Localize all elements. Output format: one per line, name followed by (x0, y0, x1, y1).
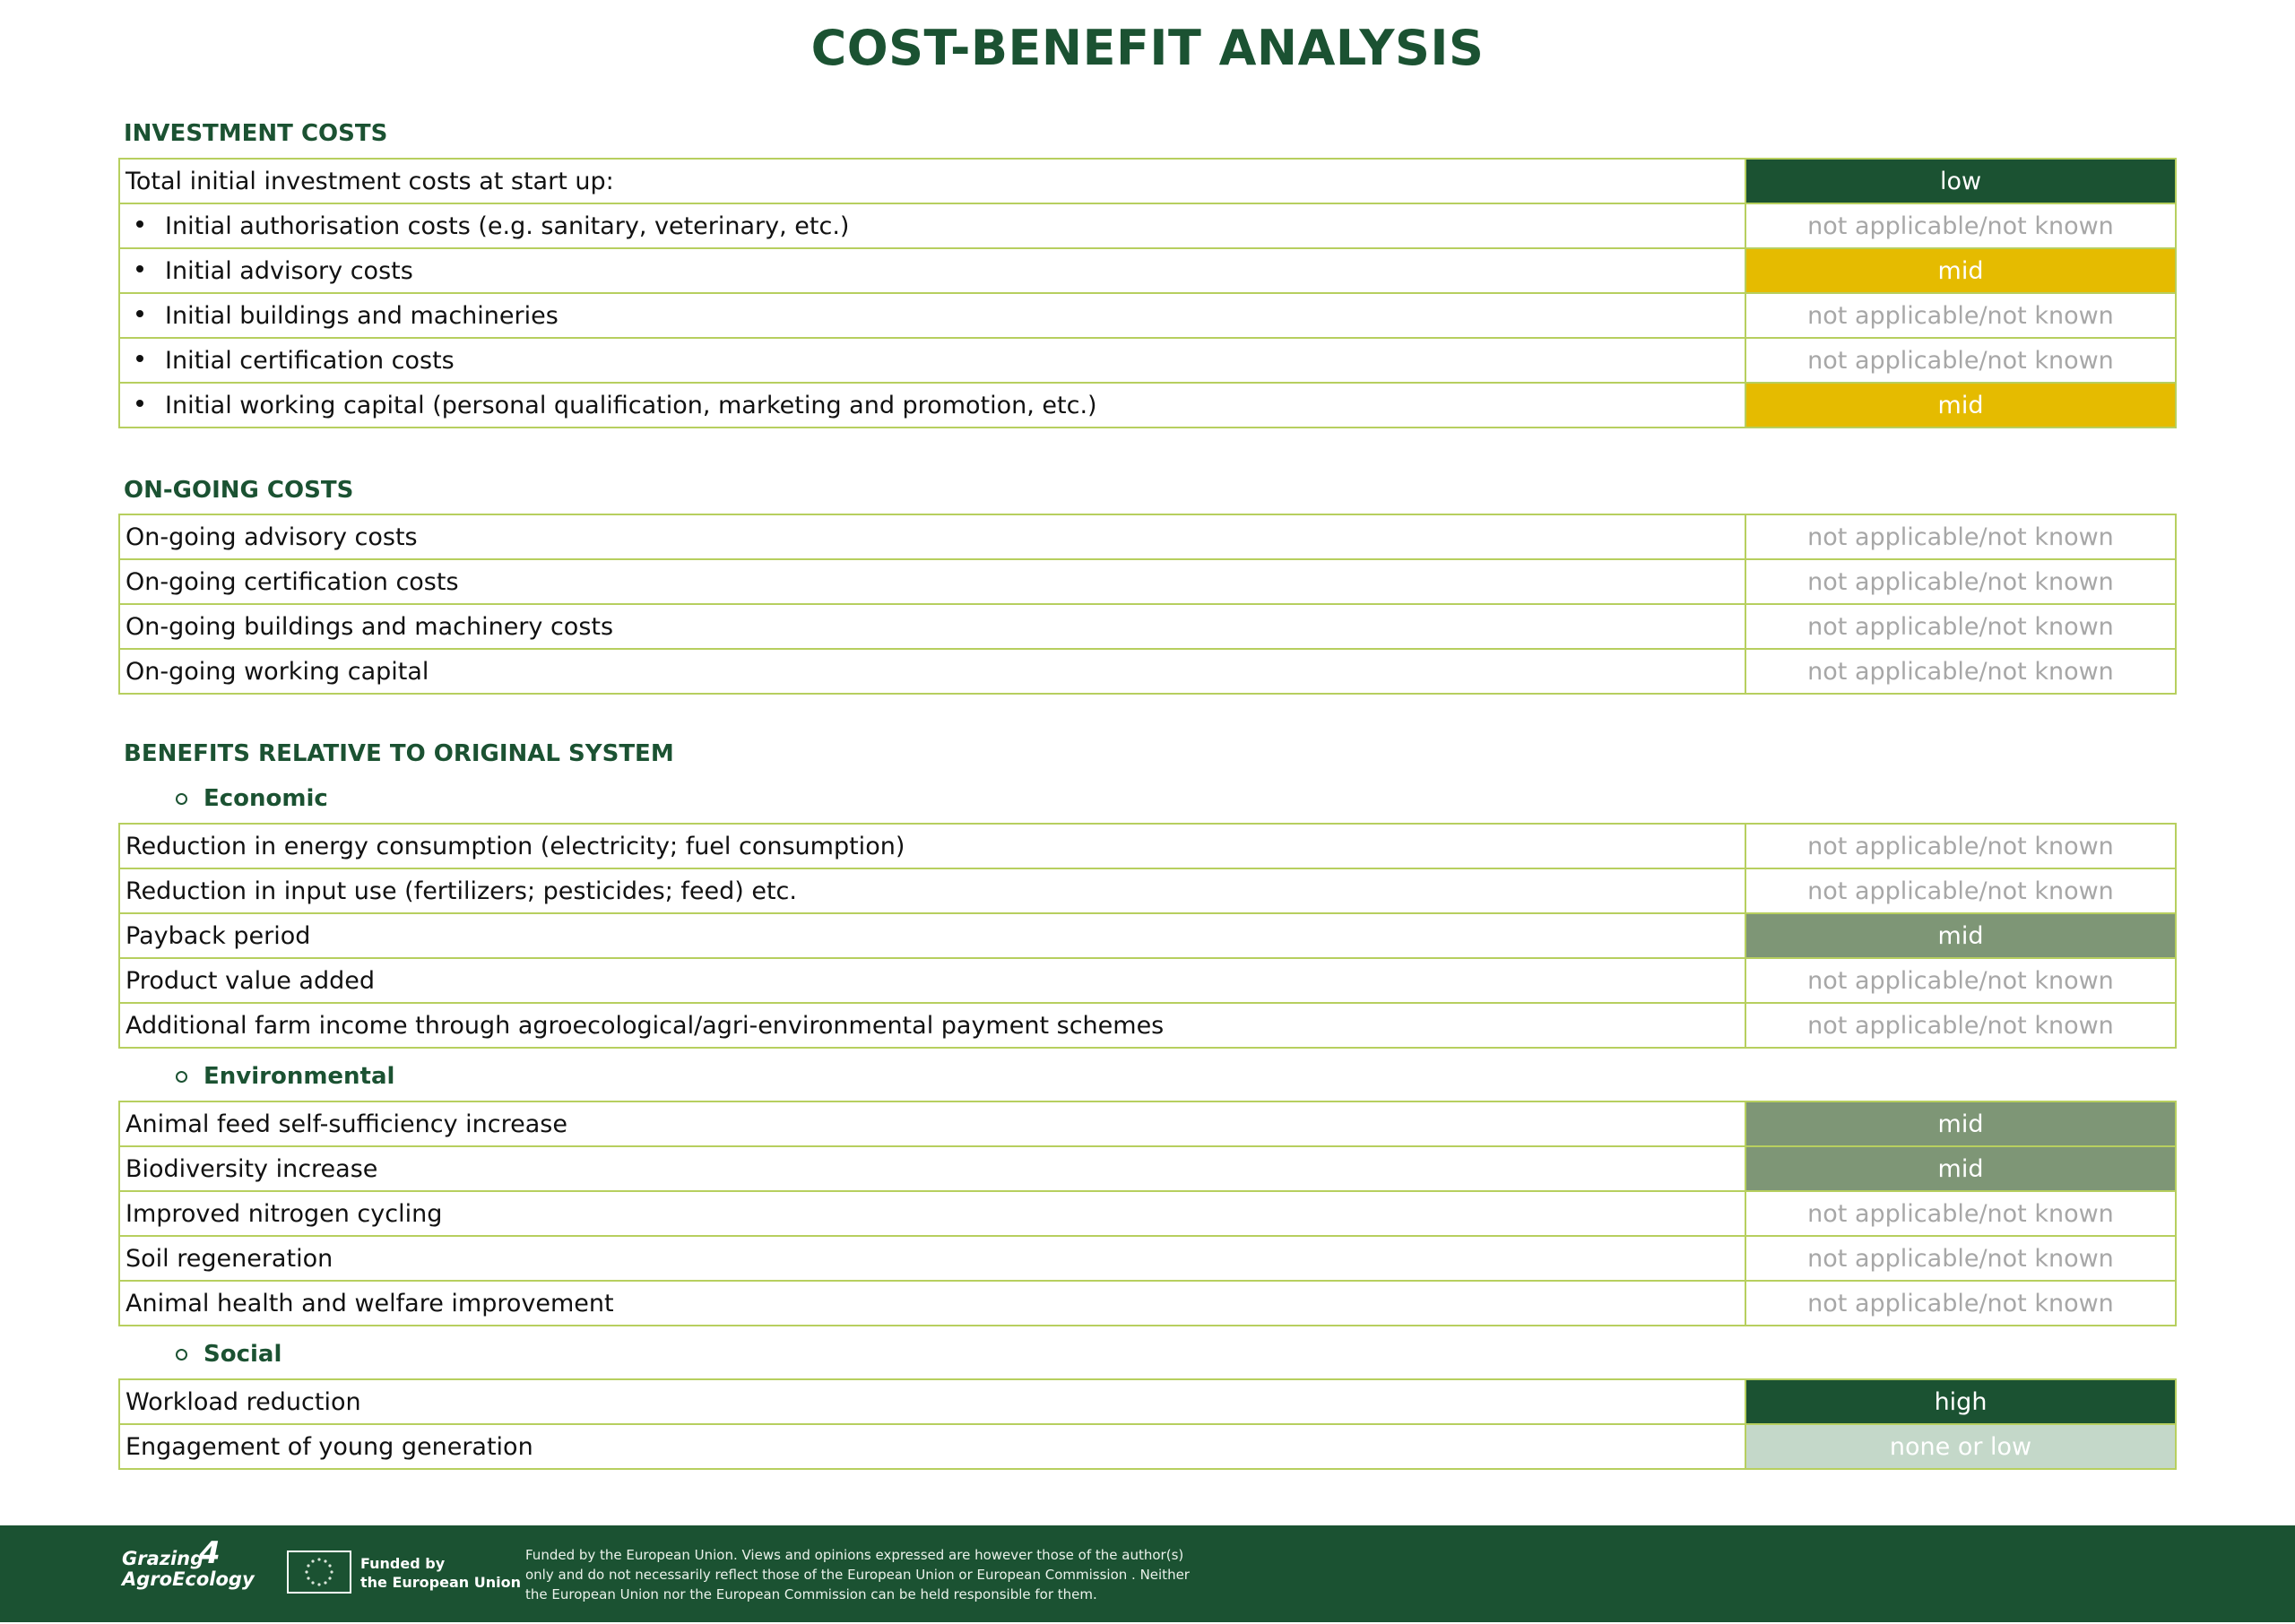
circle-bullet-icon (176, 1349, 187, 1361)
table-row (119, 383, 2176, 428)
table-row (119, 514, 2176, 559)
row-label: Improved nitrogen cycling (119, 1191, 1745, 1236)
eu-stars-icon (289, 1552, 350, 1592)
row-label: On-going advisory costs (119, 514, 1745, 559)
rating-cell: not applicable/not known (1745, 604, 2176, 649)
row-label: Animal feed self-sufficiency increase (119, 1101, 1745, 1146)
rating-cell: not applicable/not known (1745, 559, 2176, 604)
bullet-icon (136, 400, 143, 407)
rating-cell: none or low (1745, 1424, 2176, 1469)
table-row (119, 248, 2176, 293)
circle-bullet-icon (176, 793, 187, 805)
row-label: Initial advisory costs (165, 256, 413, 285)
page-title: COST-BENEFIT ANALYSIS (810, 20, 1485, 76)
row-label: Additional farm income through agroecological/agri-environmental payment schemes (119, 1003, 1745, 1048)
bullet-icon (136, 355, 143, 362)
social-subheading (176, 1341, 281, 1368)
eu-stars-flag-icon (287, 1551, 351, 1594)
row-label: Reduction in energy consumption (electricity; fuel consumption) (119, 824, 1745, 868)
rating-cell: not applicable/not known (1745, 649, 2176, 694)
rating-cell: not applicable/not known (1745, 958, 2176, 1003)
rating-cell: mid (1745, 1101, 2176, 1146)
table-row (119, 1424, 2176, 1469)
logo-line-2: AgroEcology (122, 1568, 255, 1590)
grazing-agroecology-logo (122, 1535, 256, 1602)
table-row (119, 203, 2176, 248)
row-label-cell (119, 338, 1745, 383)
rating-cell: mid (1745, 1146, 2176, 1191)
bullet-icon (136, 220, 143, 228)
row-label: On-going buildings and machinery costs (119, 604, 1745, 649)
table-row (119, 559, 2176, 604)
disclaimer-line: only and do not necessarily reflect those of the European Union or European Commission . Neither (525, 1567, 1190, 1583)
row-label: On-going working capital (119, 649, 1745, 694)
table-row (119, 649, 2176, 694)
table-row (119, 1101, 2176, 1146)
table-row (119, 1146, 2176, 1191)
table-row (119, 1379, 2176, 1424)
rating-cell: mid (1745, 248, 2176, 293)
footer-bar (0, 1525, 2295, 1622)
logo-line-1: Grazing (122, 1548, 204, 1569)
rating-cell: not applicable/not known (1745, 338, 2176, 383)
row-label: Initial buildings and machineries (165, 301, 559, 330)
rating-cell: not applicable/not known (1745, 1236, 2176, 1281)
rating-cell: not applicable/not known (1745, 203, 2176, 248)
environmental-subheading (176, 1063, 394, 1090)
environmental-benefits-table (118, 1101, 2177, 1326)
subheading-label: Environmental (204, 1063, 395, 1090)
rating-cell: not applicable/not known (1745, 1003, 2176, 1048)
row-label: Initial certification costs (165, 346, 455, 375)
economic-benefits-table (118, 823, 2177, 1049)
row-label: Soil regeneration (119, 1236, 1745, 1281)
economic-subheading (176, 785, 328, 812)
disclaimer-line: Funded by the European Union. Views and opinions expressed are however those of the author(s) (525, 1547, 1184, 1563)
benefits-heading: BENEFITS RELATIVE TO ORIGINAL SYSTEM (124, 740, 674, 767)
row-label-cell (119, 383, 1745, 428)
table-row (119, 1236, 2176, 1281)
row-label: Initial working capital (personal qualification, marketing and promotion, etc.) (165, 391, 1097, 419)
row-label-cell (119, 293, 1745, 338)
table-row (119, 293, 2176, 338)
row-label: Biodiversity increase (119, 1146, 1745, 1191)
table-row (119, 824, 2176, 868)
table-row (119, 1191, 2176, 1236)
rating-cell: low (1745, 159, 2176, 203)
rating-cell: mid (1745, 383, 2176, 428)
ongoing-costs-table (118, 514, 2177, 695)
rating-cell: high (1745, 1379, 2176, 1424)
subheading-label: Social (204, 1341, 282, 1368)
rating-cell: not applicable/not known (1745, 824, 2176, 868)
social-benefits-table (118, 1378, 2177, 1470)
bullet-icon (136, 265, 143, 272)
table-row (119, 913, 2176, 958)
row-label: Engagement of young generation (119, 1424, 1745, 1469)
row-label-cell (119, 203, 1745, 248)
row-label: Workload reduction (119, 1379, 1745, 1424)
investment-costs-table (118, 158, 2177, 428)
row-label: Reduction in input use (fertilizers; pesticides; feed) etc. (119, 868, 1745, 913)
eu-disclaimer (525, 1545, 1243, 1604)
circle-bullet-icon (176, 1071, 187, 1083)
table-row (119, 958, 2176, 1003)
row-label-cell (119, 248, 1745, 293)
rating-cell: not applicable/not known (1745, 1191, 2176, 1236)
bullet-icon (136, 310, 143, 317)
rating-cell: mid (1745, 913, 2176, 958)
investment-costs-heading: INVESTMENT COSTS (124, 120, 388, 147)
funded-by-eu-label (360, 1554, 521, 1592)
row-label: Animal health and welfare improvement (119, 1281, 1745, 1326)
table-row (119, 1003, 2176, 1048)
rating-cell: not applicable/not known (1745, 1281, 2176, 1326)
row-label: On-going certification costs (119, 559, 1745, 604)
row-label: Product value added (119, 958, 1745, 1003)
logo-number: 4 (199, 1535, 221, 1571)
subheading-label: Economic (204, 785, 328, 812)
row-label: Initial authorisation costs (e.g. sanitary, veterinary, etc.) (165, 212, 850, 240)
table-row (119, 338, 2176, 383)
rating-cell: not applicable/not known (1745, 514, 2176, 559)
table-row (119, 868, 2176, 913)
table-row (119, 604, 2176, 649)
ongoing-costs-heading: ON-GOING COSTS (124, 477, 354, 504)
disclaimer-line: the European Union nor the European Commission can be held responsible for them. (525, 1586, 1097, 1602)
table-row (119, 1281, 2176, 1326)
row-label: Payback period (119, 913, 1745, 958)
eu-text-line-1: Funded by (360, 1555, 446, 1572)
row-label: Total initial investment costs at start up: (119, 159, 1745, 203)
rating-cell: not applicable/not known (1745, 868, 2176, 913)
eu-text-line-2: the European Union (360, 1574, 521, 1591)
table-row (119, 159, 2176, 203)
rating-cell: not applicable/not known (1745, 293, 2176, 338)
